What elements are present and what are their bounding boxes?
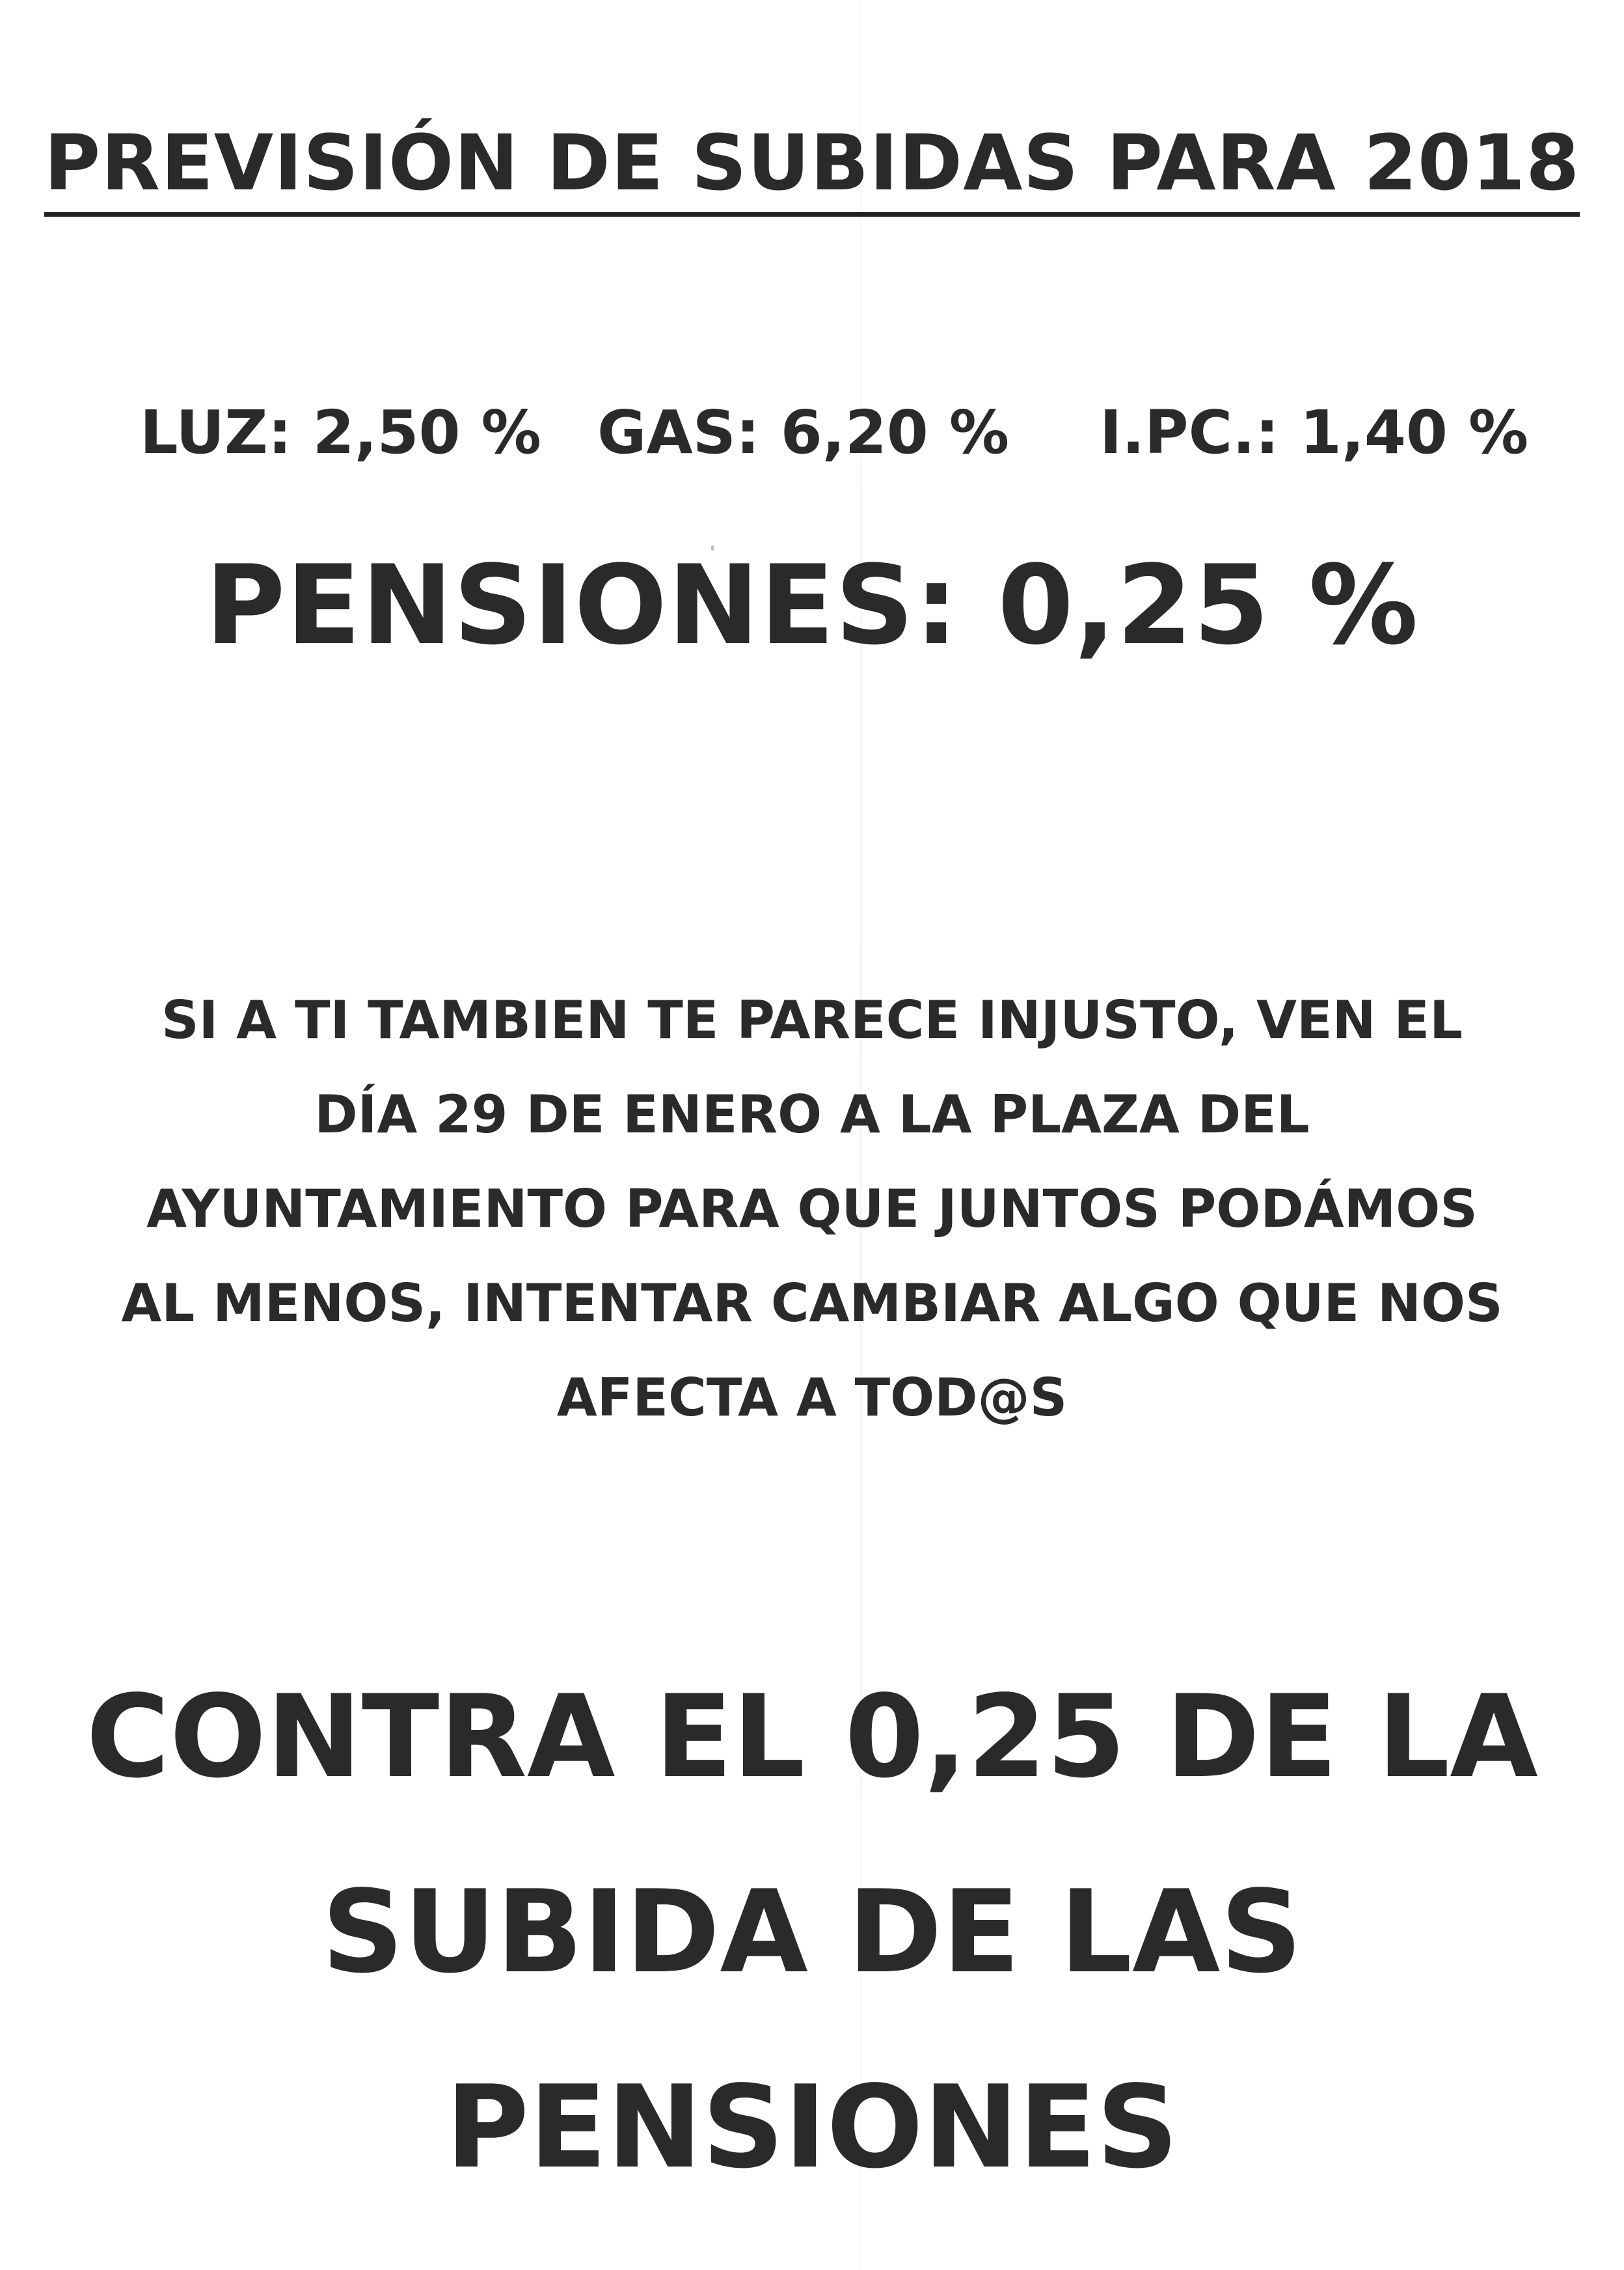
message-line: AFECTA A TOD@S [556,1367,1068,1428]
message-line: AL MENOS, INTENTAR CAMBIAR ALGO QUE NOS [121,1273,1503,1333]
slogan-line: PENSIONES [445,2062,1179,2194]
pensiones-headline: PENSIONES: 0,25 % [205,541,1419,669]
call-to-action-message [0,973,1624,1445]
slogan-line: SUBIDA DE LAS [321,1867,1303,1999]
slogan-line: CONTRA EL 0,25 DE LA [86,1671,1538,1803]
message-line: DÍA 29 DE ENERO A LA PLAZA DEL [314,1084,1310,1145]
protest-slogan [0,1640,1624,2226]
message-line: AYUNTAMIENTO PARA QUE JUNTOS PODÁMOS [146,1179,1478,1239]
message-line: SI A TI TAMBIEN TE PARECE INJUSTO, VEN EL [161,990,1463,1050]
rate-luz: LUZ: 2,50 % [140,398,541,467]
document-title-text: PREVISIÓN DE SUBIDAS PARA 2018 [44,117,1580,217]
document-title [0,117,1624,217]
rate-ipc: I.PC.: 1,40 % [1100,398,1529,467]
rate-gas: GAS: 6,20 % [597,398,1009,467]
